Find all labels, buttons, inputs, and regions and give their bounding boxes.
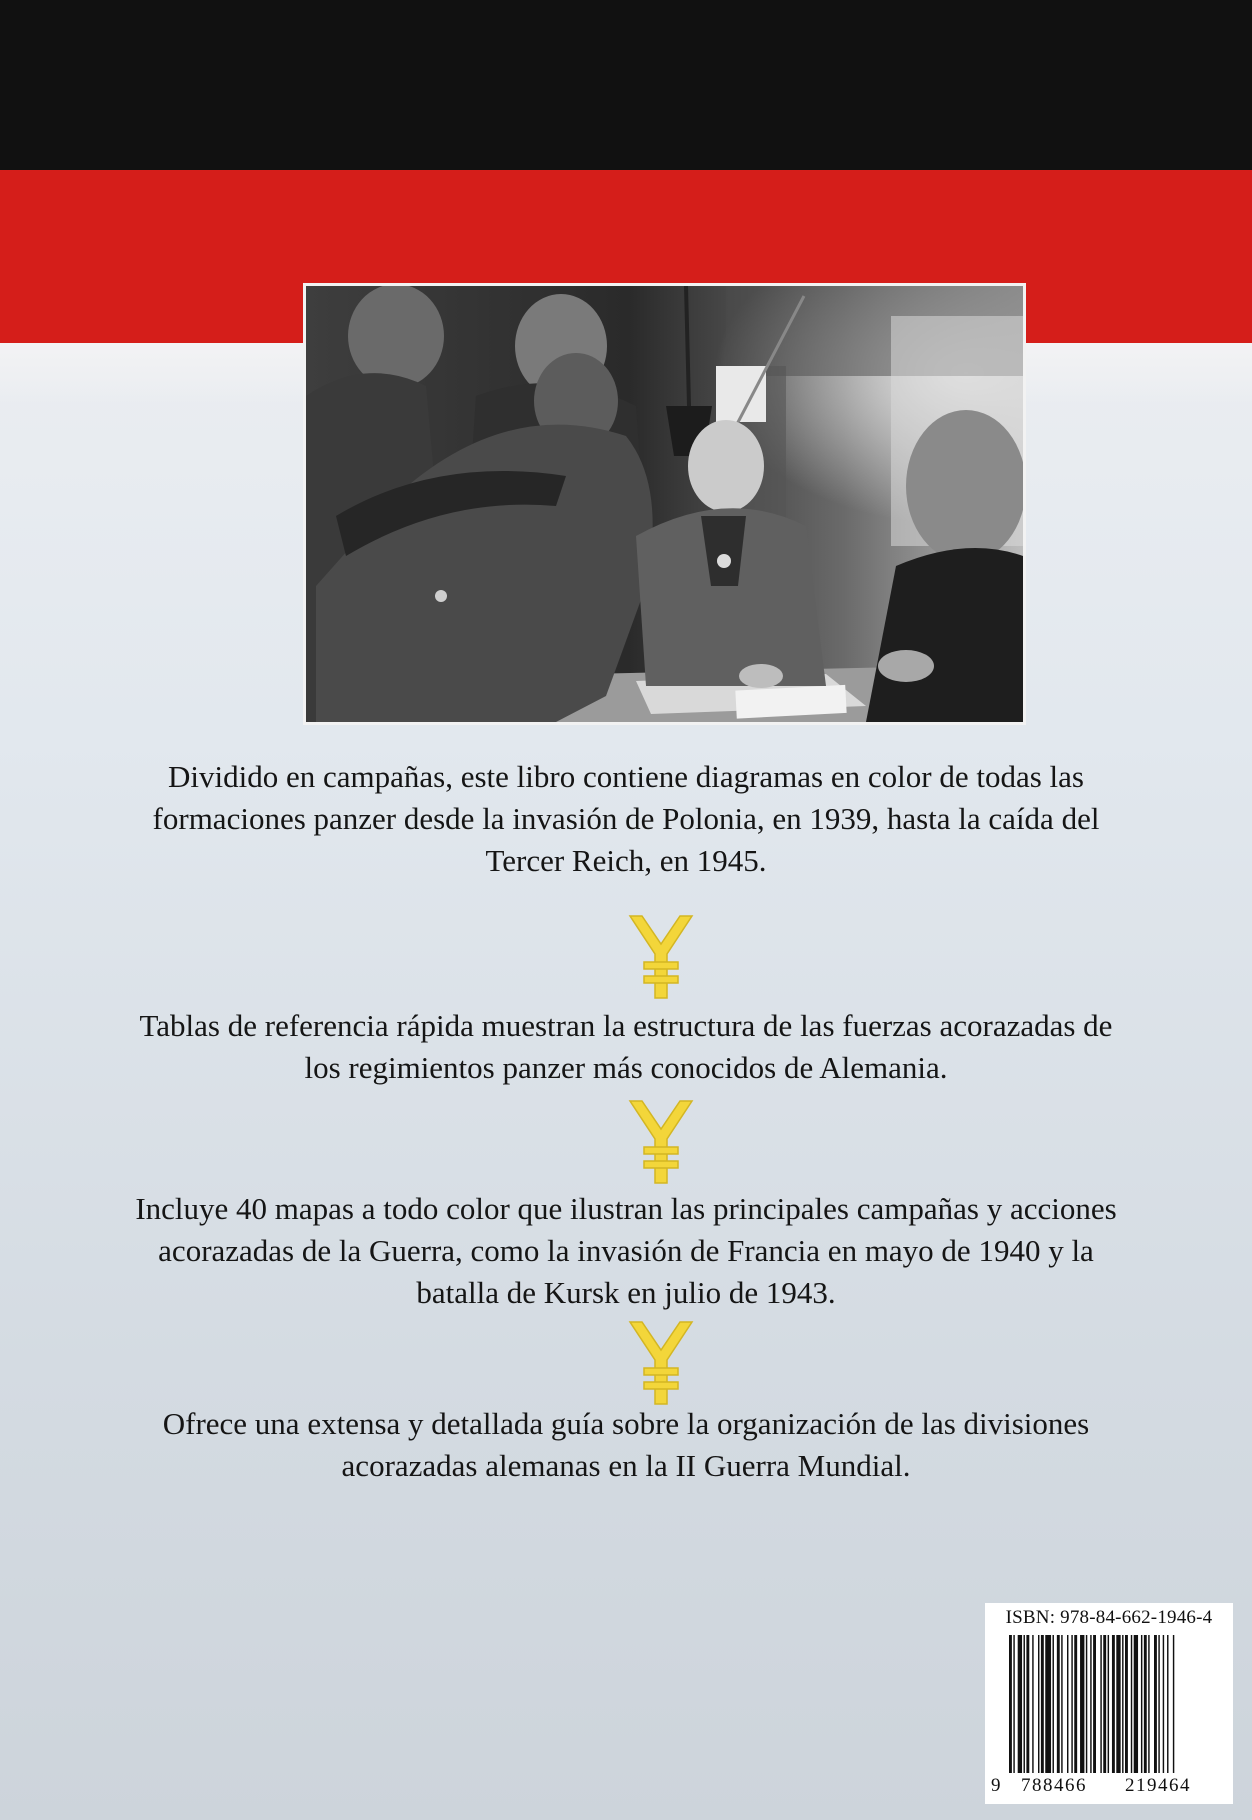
barcode-panel bbox=[985, 1603, 1233, 1804]
barcode-digits-left: 788466 bbox=[1021, 1775, 1087, 1796]
isbn-label: ISBN: 978-84-662-1946-4 bbox=[1005, 1607, 1213, 1628]
rune-divider-icon bbox=[626, 1318, 696, 1408]
barcode-digits-right: 219464 bbox=[1125, 1775, 1191, 1796]
barcode-icon bbox=[985, 1633, 1233, 1793]
paragraph-tables: Tablas de referencia rápida muestran la estructura de las fuerzas acorazadas de los regimientos panzer más conocidos de Alemania. bbox=[139, 1008, 1113, 1085]
rune-divider-icon bbox=[626, 912, 696, 1002]
cover-photo bbox=[303, 283, 1026, 725]
paragraph-guide: Ofrece una extensa y detallada guía sobre la organización de las divisiones acorazadas alemanas en la II Guerra Mundial. bbox=[162, 1406, 1090, 1483]
barcode-digit-lead: 9 bbox=[991, 1775, 1002, 1796]
top-black-band bbox=[0, 0, 1252, 170]
rune-divider-icon bbox=[626, 1097, 696, 1187]
paragraph-campaigns: Dividido en campañas, este libro contiene diagramas en color de todas las formaciones panzer desde la invasión de Polonia, en 1939, hasta la caída del Tercer Reich, en 1945. bbox=[152, 759, 1100, 878]
paragraph-maps: Incluye 40 mapas a todo color que ilustran las principales campañas y acciones acorazadas de la Guerra, como la invasión de Francia en mayo de 1940 y la batalla de Kursk en julio de 1943. bbox=[135, 1191, 1117, 1310]
